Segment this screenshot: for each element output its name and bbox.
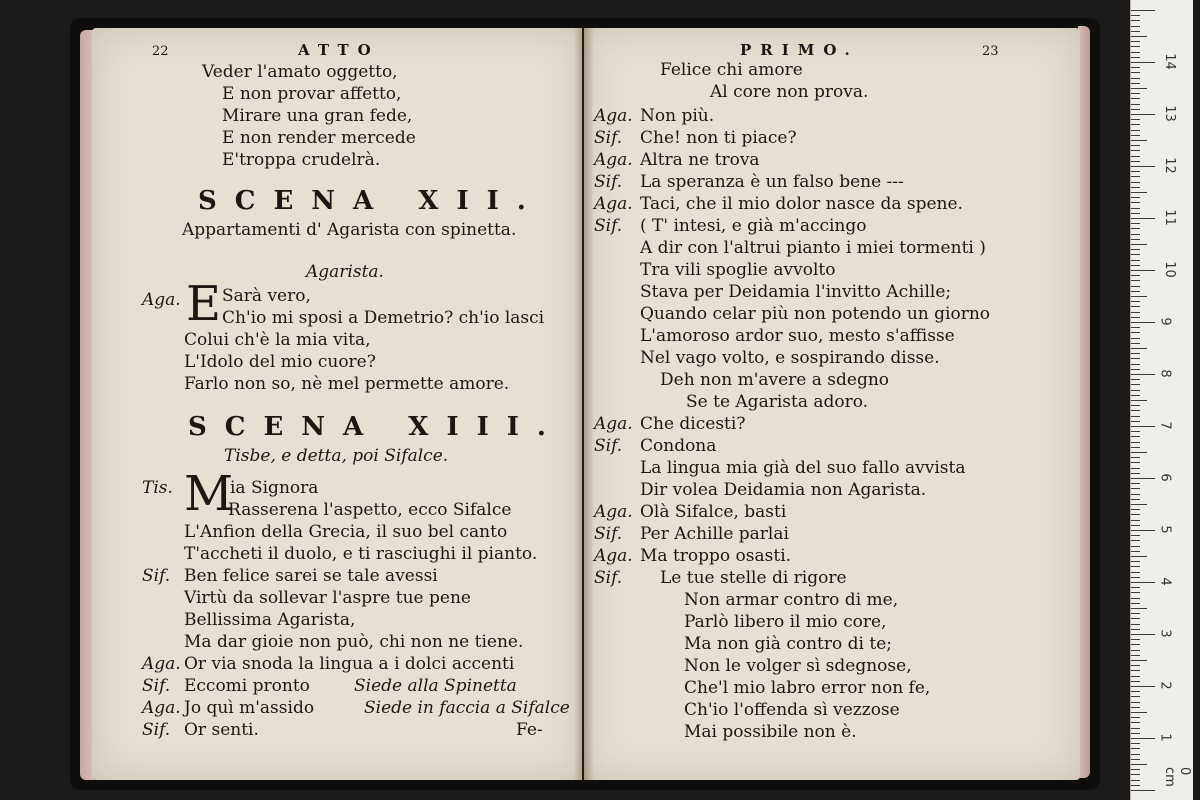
ruler-tick bbox=[1131, 249, 1140, 250]
ruler-tick bbox=[1131, 416, 1140, 417]
ruler-tick bbox=[1131, 10, 1155, 11]
ruler-tick bbox=[1131, 587, 1140, 588]
ruler-tick bbox=[1131, 379, 1140, 380]
verse-line: E non provar affetto, bbox=[222, 84, 402, 104]
ruler-tick bbox=[1131, 291, 1140, 292]
verse-line: Olà Sifalce, basti bbox=[640, 502, 787, 522]
ruler-tick bbox=[1131, 317, 1140, 318]
ruler-tick bbox=[1131, 364, 1140, 365]
ruler-tick bbox=[1131, 509, 1140, 510]
ruler-tick bbox=[1131, 218, 1155, 219]
ruler-tick bbox=[1131, 582, 1155, 583]
song-line: Al core non prova. bbox=[710, 82, 869, 102]
speaker-heading: Agarista. bbox=[306, 262, 384, 282]
speaker-label: Sif. bbox=[142, 676, 171, 696]
ruler-tick bbox=[1131, 780, 1140, 781]
right-page-header: PRIMO. bbox=[740, 41, 859, 59]
ruler-tick bbox=[1131, 499, 1140, 500]
verse-line: La lingua mia già del suo fallo avvista bbox=[640, 458, 966, 478]
speaker-label: Sif. bbox=[594, 436, 623, 456]
speaker-label: Aga. bbox=[142, 654, 181, 674]
verse-line: Bellissima Agarista, bbox=[184, 610, 356, 630]
ruler-tick bbox=[1131, 332, 1140, 333]
ruler-tick bbox=[1131, 234, 1140, 235]
ruler-tick bbox=[1131, 624, 1140, 625]
verse-line: L'Idolo del mio cuore? bbox=[184, 352, 376, 372]
scene-13-title: SCENA XIII. bbox=[188, 412, 564, 442]
verse-line: T'accheti il duolo, e ti rasciughi il pianto. bbox=[184, 544, 538, 564]
ruler-tick bbox=[1131, 717, 1140, 718]
ruler-tick bbox=[1131, 634, 1155, 635]
ruler-tick bbox=[1131, 93, 1140, 94]
ruler-label: 5 bbox=[1157, 525, 1173, 534]
ruler-tick bbox=[1131, 161, 1140, 162]
left-page-header: ATTO bbox=[298, 41, 380, 59]
song-line: Che'l mio labro error non fe, bbox=[684, 678, 931, 698]
ruler-tick bbox=[1131, 41, 1140, 42]
ruler-tick bbox=[1131, 696, 1140, 697]
verse-line: Per Achille parlai bbox=[640, 524, 789, 544]
ruler-label: 12 bbox=[1161, 157, 1177, 174]
ruler-tick bbox=[1131, 504, 1147, 505]
scene-12-setting: Appartamenti d' Agarista con spinetta. bbox=[182, 220, 517, 240]
ruler-tick bbox=[1131, 577, 1140, 578]
ruler-tick bbox=[1131, 483, 1140, 484]
ruler-tick bbox=[1131, 171, 1140, 172]
ruler-tick bbox=[1131, 301, 1140, 302]
ruler-tick bbox=[1131, 72, 1140, 73]
speaker-label: Sif. bbox=[594, 172, 623, 192]
right-page bbox=[584, 28, 1080, 780]
ruler-tick bbox=[1131, 244, 1147, 245]
left-page-number: 22 bbox=[152, 44, 169, 59]
speaker-label: Sif. bbox=[142, 720, 171, 740]
ruler-tick bbox=[1131, 208, 1140, 209]
right-page-number: 23 bbox=[982, 44, 999, 59]
verse-line: A dir con l'altrui pianto i miei tormenti ) bbox=[640, 238, 986, 258]
verse-line: Or senti. bbox=[184, 720, 259, 740]
ruler-tick bbox=[1131, 57, 1140, 58]
verse-line: ia Signora bbox=[230, 478, 319, 498]
ruler-tick bbox=[1131, 748, 1140, 749]
ruler-tick bbox=[1131, 468, 1140, 469]
ruler-tick bbox=[1131, 52, 1140, 53]
ruler-tick bbox=[1131, 130, 1140, 131]
ruler-tick bbox=[1131, 145, 1140, 146]
song-line: Deh non m'avere a sdegno bbox=[660, 370, 890, 390]
ruler-label: 8 bbox=[1157, 369, 1173, 378]
ruler-tick bbox=[1131, 374, 1155, 375]
verse-line: E non render mercede bbox=[222, 128, 416, 148]
verse-line: ( T' intesi, e già m'accingo bbox=[640, 216, 867, 236]
ruler-tick bbox=[1131, 598, 1140, 599]
song-line: Mai possibile non è. bbox=[684, 722, 857, 742]
verse-line: Le tue stelle di rigore bbox=[660, 568, 847, 588]
ruler-label: 1 bbox=[1157, 733, 1173, 742]
ruler-tick bbox=[1131, 494, 1140, 495]
ruler-label: 14 bbox=[1161, 53, 1177, 70]
ruler-tick bbox=[1131, 265, 1140, 266]
ruler-tick bbox=[1131, 197, 1140, 198]
ruler-tick bbox=[1131, 520, 1140, 521]
ruler-tick bbox=[1131, 572, 1140, 573]
ruler-tick bbox=[1131, 743, 1140, 744]
ruler-tick bbox=[1131, 655, 1140, 656]
ruler-tick bbox=[1131, 156, 1140, 157]
stage-direction: Siede alla Spinetta bbox=[354, 676, 517, 696]
verse-line: Jo quì m'assido bbox=[184, 698, 315, 718]
drop-cap: E bbox=[186, 276, 222, 332]
ruler-tick bbox=[1131, 166, 1155, 167]
verse-line: Colui ch'è la mia vita, bbox=[184, 330, 371, 350]
ruler-tick bbox=[1131, 478, 1155, 479]
ruler-tick bbox=[1131, 540, 1140, 541]
ruler-tick bbox=[1131, 535, 1140, 536]
ruler-tick bbox=[1131, 135, 1140, 136]
ruler-tick bbox=[1131, 691, 1140, 692]
ruler-tick bbox=[1131, 785, 1140, 786]
ruler-tick bbox=[1131, 36, 1147, 37]
verse-line: Farlo non so, nè mel permette amore. bbox=[184, 374, 510, 394]
ruler-tick bbox=[1131, 592, 1140, 593]
speaker-label: Aga. bbox=[142, 698, 181, 718]
ruler-tick bbox=[1131, 114, 1155, 115]
scene-13-setting: Tisbe, e detta, poi Sifalce. bbox=[224, 446, 449, 466]
ruler-tick bbox=[1131, 457, 1140, 458]
speaker-label: Aga. bbox=[594, 414, 633, 434]
ruler-tick bbox=[1131, 353, 1140, 354]
ruler-tick bbox=[1131, 228, 1140, 229]
ruler-tick bbox=[1131, 140, 1147, 141]
ruler-tick bbox=[1131, 514, 1140, 515]
ruler-tick bbox=[1131, 343, 1140, 344]
ruler-tick bbox=[1131, 566, 1140, 567]
verse-line: Altra ne trova bbox=[640, 150, 760, 170]
ruler-tick bbox=[1131, 270, 1155, 271]
book-gutter bbox=[574, 28, 594, 780]
ruler-tick bbox=[1131, 395, 1140, 396]
ruler-tick bbox=[1131, 530, 1155, 531]
verse-line: Ben felice sarei se tale avessi bbox=[184, 566, 438, 586]
verse-line: Stava per Deidamia l'invitto Achille; bbox=[640, 282, 952, 302]
ruler-tick bbox=[1131, 676, 1140, 677]
ruler-tick bbox=[1131, 722, 1140, 723]
ruler-tick bbox=[1131, 629, 1140, 630]
ruler-tick bbox=[1131, 712, 1147, 713]
speaker-label: Aga. bbox=[594, 546, 633, 566]
ruler-tick bbox=[1131, 665, 1140, 666]
measurement-ruler bbox=[1130, 0, 1193, 800]
ruler-tick bbox=[1131, 150, 1140, 151]
ruler-tick bbox=[1131, 426, 1155, 427]
verse-line: Eccomi pronto bbox=[184, 676, 310, 696]
verse-line: Quando celar più non potendo un giorno bbox=[640, 304, 991, 324]
verse-line: Veder l'amato oggetto, bbox=[202, 62, 398, 82]
ruler-label: 13 bbox=[1161, 105, 1177, 122]
ruler-tick bbox=[1131, 733, 1140, 734]
ruler-label: 2 bbox=[1157, 681, 1173, 690]
ruler-tick bbox=[1131, 442, 1140, 443]
speaker-label: Aga. bbox=[594, 194, 633, 214]
song-line: Parlò libero il mio core, bbox=[684, 612, 887, 632]
ruler-tick bbox=[1131, 650, 1140, 651]
verse-line: Or via snoda la lingua a i dolci accenti bbox=[184, 654, 515, 674]
ruler-tick bbox=[1131, 31, 1140, 32]
verse-line: Ma dar gioie non può, chi non ne tiene. bbox=[184, 632, 524, 652]
ruler-tick bbox=[1131, 410, 1140, 411]
ruler-tick bbox=[1131, 88, 1147, 89]
verse-line: Ma troppo osasti. bbox=[640, 546, 792, 566]
verse-line: Tra vili spoglie avvolto bbox=[640, 260, 836, 280]
ruler-tick bbox=[1131, 358, 1140, 359]
ruler-tick bbox=[1131, 286, 1140, 287]
ruler-tick bbox=[1131, 78, 1140, 79]
ruler-tick bbox=[1131, 452, 1147, 453]
ruler-tick bbox=[1131, 67, 1140, 68]
speaker-label: Aga. bbox=[594, 150, 633, 170]
song-line: Felice chi amore bbox=[660, 60, 803, 80]
ruler-tick bbox=[1131, 275, 1140, 276]
ruler-tick bbox=[1131, 686, 1155, 687]
ruler-tick bbox=[1131, 728, 1140, 729]
ruler-tick bbox=[1131, 296, 1147, 297]
verse-line: Che dicesti? bbox=[640, 414, 746, 434]
verse-line: E'troppa crudelrà. bbox=[222, 150, 381, 170]
speaker-label: Sif. bbox=[594, 128, 623, 148]
ruler-label: 10 bbox=[1161, 261, 1177, 278]
ruler-tick bbox=[1131, 15, 1140, 16]
ruler-tick bbox=[1131, 769, 1140, 770]
ruler-tick bbox=[1131, 759, 1140, 760]
ruler-tick bbox=[1131, 384, 1140, 385]
speaker-label: Sif. bbox=[142, 566, 171, 586]
verse-line: Nel vago volto, e sospirando disse. bbox=[640, 348, 940, 368]
ruler-tick bbox=[1131, 176, 1140, 177]
ruler-tick bbox=[1131, 187, 1140, 188]
ruler-tick bbox=[1131, 738, 1155, 739]
ruler-tick bbox=[1131, 98, 1140, 99]
verse-line: Dir volea Deidamia non Agarista. bbox=[640, 480, 927, 500]
ruler-tick bbox=[1131, 26, 1140, 27]
ruler-tick bbox=[1131, 239, 1140, 240]
ruler-tick bbox=[1131, 525, 1140, 526]
verse-line: Virtù da sollevar l'aspre tue pene bbox=[184, 588, 471, 608]
ruler-tick bbox=[1131, 488, 1140, 489]
ruler-label: 6 bbox=[1157, 473, 1173, 482]
ruler-tick bbox=[1131, 660, 1147, 661]
ruler-label: 4 bbox=[1157, 577, 1173, 586]
speaker-label: Sif. bbox=[594, 524, 623, 544]
ruler-label: 9 bbox=[1157, 317, 1173, 326]
ruler-tick bbox=[1131, 83, 1140, 84]
stage-direction: Siede in faccia a Sifalce bbox=[364, 698, 570, 718]
ruler-label: 7 bbox=[1157, 421, 1173, 430]
speaker-label: Aga. bbox=[594, 106, 633, 126]
catchword: Fe- bbox=[516, 720, 543, 740]
ruler-tick bbox=[1131, 280, 1140, 281]
ruler-label: 11 bbox=[1161, 209, 1177, 226]
ruler-tick bbox=[1131, 473, 1140, 474]
ruler-tick bbox=[1131, 639, 1140, 640]
ruler-tick bbox=[1131, 462, 1140, 463]
ruler-tick bbox=[1131, 260, 1140, 261]
ruler-tick bbox=[1131, 306, 1140, 307]
ruler-tick bbox=[1131, 20, 1140, 21]
ruler-tick bbox=[1131, 213, 1140, 214]
song-line: Ma non già contro di te; bbox=[684, 634, 892, 654]
ruler-label: 3 bbox=[1157, 629, 1173, 638]
ruler-tick bbox=[1131, 192, 1147, 193]
ruler-tick bbox=[1131, 46, 1140, 47]
ruler-label: 0 cm bbox=[1162, 767, 1192, 787]
speaker-label: Aga. bbox=[142, 290, 181, 310]
ruler-tick bbox=[1131, 644, 1140, 645]
song-line: Non le volger sì sdegnose, bbox=[684, 656, 912, 676]
ruler-tick bbox=[1131, 556, 1147, 557]
ruler-tick bbox=[1131, 104, 1140, 105]
ruler-tick bbox=[1131, 119, 1140, 120]
speaker-label: Sif. bbox=[594, 568, 623, 588]
verse-line: La speranza è un falso bene --- bbox=[640, 172, 904, 192]
ruler-tick bbox=[1131, 400, 1147, 401]
verse-line: L'amoroso ardor suo, mesto s'affisse bbox=[640, 326, 955, 346]
ruler-tick bbox=[1131, 764, 1147, 765]
ruler-tick bbox=[1131, 312, 1140, 313]
ruler-tick bbox=[1131, 702, 1140, 703]
verse-line: Condona bbox=[640, 436, 717, 456]
ruler-tick bbox=[1131, 405, 1140, 406]
verse-line: L'Anfion della Grecia, il suo bel canto bbox=[184, 522, 508, 542]
speaker-label: Sif. bbox=[594, 216, 623, 236]
ruler-tick bbox=[1131, 431, 1140, 432]
ruler-tick bbox=[1131, 322, 1155, 323]
ruler-tick bbox=[1131, 790, 1155, 791]
speaker-label: Tis. bbox=[142, 478, 173, 498]
verse-line: Ch'io mi sposi a Demetrio? ch'io lasci bbox=[222, 308, 545, 328]
song-line: Se te Agarista adoro. bbox=[686, 392, 869, 412]
verse-line: Sarà vero, bbox=[222, 286, 311, 306]
ruler-tick bbox=[1131, 182, 1140, 183]
ruler-tick bbox=[1131, 327, 1140, 328]
ruler-tick bbox=[1131, 681, 1140, 682]
ruler-tick bbox=[1131, 348, 1147, 349]
verse-line: Mirare una gran fede, bbox=[222, 106, 413, 126]
ruler-tick bbox=[1131, 109, 1140, 110]
ruler-tick bbox=[1131, 561, 1140, 562]
ruler-tick bbox=[1131, 603, 1140, 604]
ruler-tick bbox=[1131, 223, 1140, 224]
ruler-tick bbox=[1131, 202, 1140, 203]
drop-cap: M bbox=[184, 466, 234, 522]
verse-line: Che! non ti piace? bbox=[640, 128, 797, 148]
ruler-tick bbox=[1131, 670, 1140, 671]
ruler-tick bbox=[1131, 754, 1140, 755]
song-line: Non armar contro di me, bbox=[684, 590, 899, 610]
ruler-tick bbox=[1131, 608, 1147, 609]
ruler-tick bbox=[1131, 613, 1140, 614]
scene-12-title: SCENA XII. bbox=[198, 186, 544, 216]
ruler-tick bbox=[1131, 436, 1140, 437]
ruler-tick bbox=[1131, 551, 1140, 552]
ruler-tick bbox=[1131, 254, 1140, 255]
ruler-tick bbox=[1131, 369, 1140, 370]
ruler-tick bbox=[1131, 618, 1140, 619]
speaker-label: Aga. bbox=[594, 502, 633, 522]
ruler-tick bbox=[1131, 707, 1140, 708]
ruler-tick bbox=[1131, 447, 1140, 448]
ruler-tick bbox=[1131, 390, 1140, 391]
ruler-tick bbox=[1131, 546, 1140, 547]
verse-line: Rasserena l'aspetto, ecco Sifalce bbox=[228, 500, 512, 520]
ruler-tick bbox=[1131, 124, 1140, 125]
ruler-tick bbox=[1131, 62, 1155, 63]
verse-line: Non più. bbox=[640, 106, 715, 126]
ruler-tick bbox=[1131, 421, 1140, 422]
ruler-tick bbox=[1131, 774, 1140, 775]
left-page bbox=[92, 28, 582, 780]
song-line: Ch'io l'offenda sì vezzose bbox=[684, 700, 900, 720]
ruler-tick bbox=[1131, 338, 1140, 339]
verse-line: Taci, che il mio dolor nasce da spene. bbox=[640, 194, 963, 214]
